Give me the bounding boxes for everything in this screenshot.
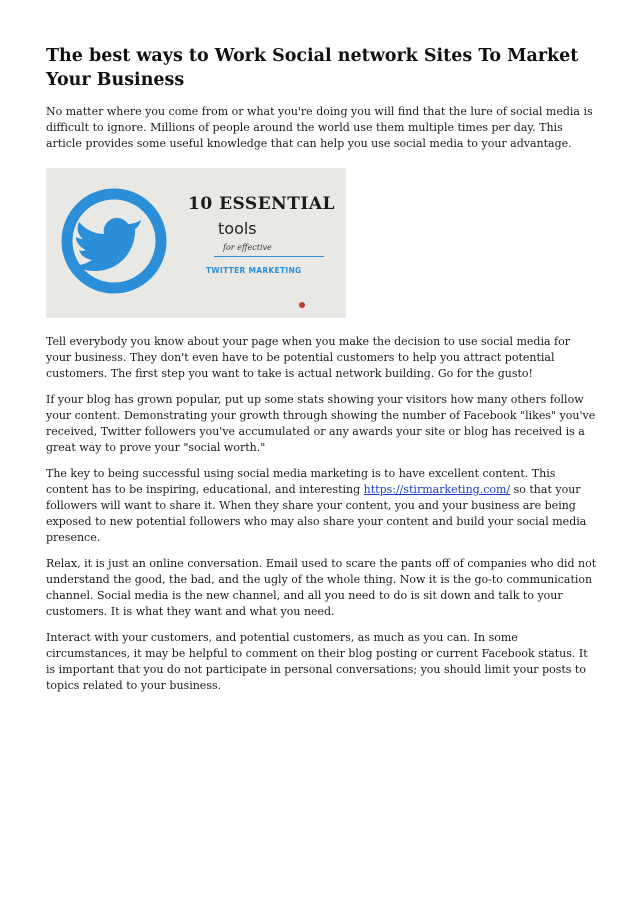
- twitter-bird-icon: [46, 168, 346, 318]
- paragraph-stats: If your blog has grown popular, put up some stats showing your visitors how many others follow your content. Demonstrating your growth through showing the number of Facebook "likes" you've received, Twitter followers you've accumulated or any awards your site or blog has received is a great way to prove your "social worth.": [46, 393, 596, 454]
- paragraph-relax: Relax, it is just an online conversation. Email used to scare the pants off of companies who did not understand the good, the bad, and the ugly of the whole thing. Now it is the go-to communication channel. Social media is the new channel, and all you need to do is sit down and talk to your customers. It is what they want and what you need.: [46, 557, 597, 618]
- paragraph-intro: No matter where you come from or what you're doing you will find that the lure of social media is difficult to ignore. Millions of people around the world use them multiple times per day. This article provides some useful knowledge that can help you use social media to your advantage.: [46, 105, 593, 150]
- document-page: [46, 44, 598, 704]
- hero-banner: TWITTER MARKETING: [206, 266, 302, 275]
- hero-tagline: for effective: [223, 243, 272, 252]
- paragraph-content-start: The key to being successful using social media marketing is to have excellent content. This content has to be inspiring, educational, and interesting: [46, 467, 556, 496]
- hero-subhead: tools: [218, 219, 257, 238]
- paragraph-content-end: so that your followers will want to share it. When they share your content, you and your business are being exposed to new potential followers who may also share your content and build your social media presence.: [46, 483, 587, 544]
- hero-headline: 10 ESSENTIAL: [188, 194, 335, 214]
- stirmarketing-link[interactable]: https://stirmarketing.com/: [363, 483, 511, 496]
- paragraph-interact: Interact with your customers, and potential customers, as much as you can. In some circumstances, it may be helpful to comment on their blog posting or current Facebook status. It is important that you do not participate in personal conversations; you should limit your posts to topics related to your business.: [46, 631, 588, 692]
- hero-image: [46, 168, 346, 318]
- page-title: The best ways to Work Social network Sites To Market Your Business: [46, 46, 579, 90]
- paragraph-network: Tell everybody you know about your page when you make the decision to use social media for your business. They don't even have to be potential customers to help you attract potential customers. The first step you want to take is actual network building. Go for the gusto!: [46, 335, 570, 380]
- paragraph-content: [46, 466, 598, 546]
